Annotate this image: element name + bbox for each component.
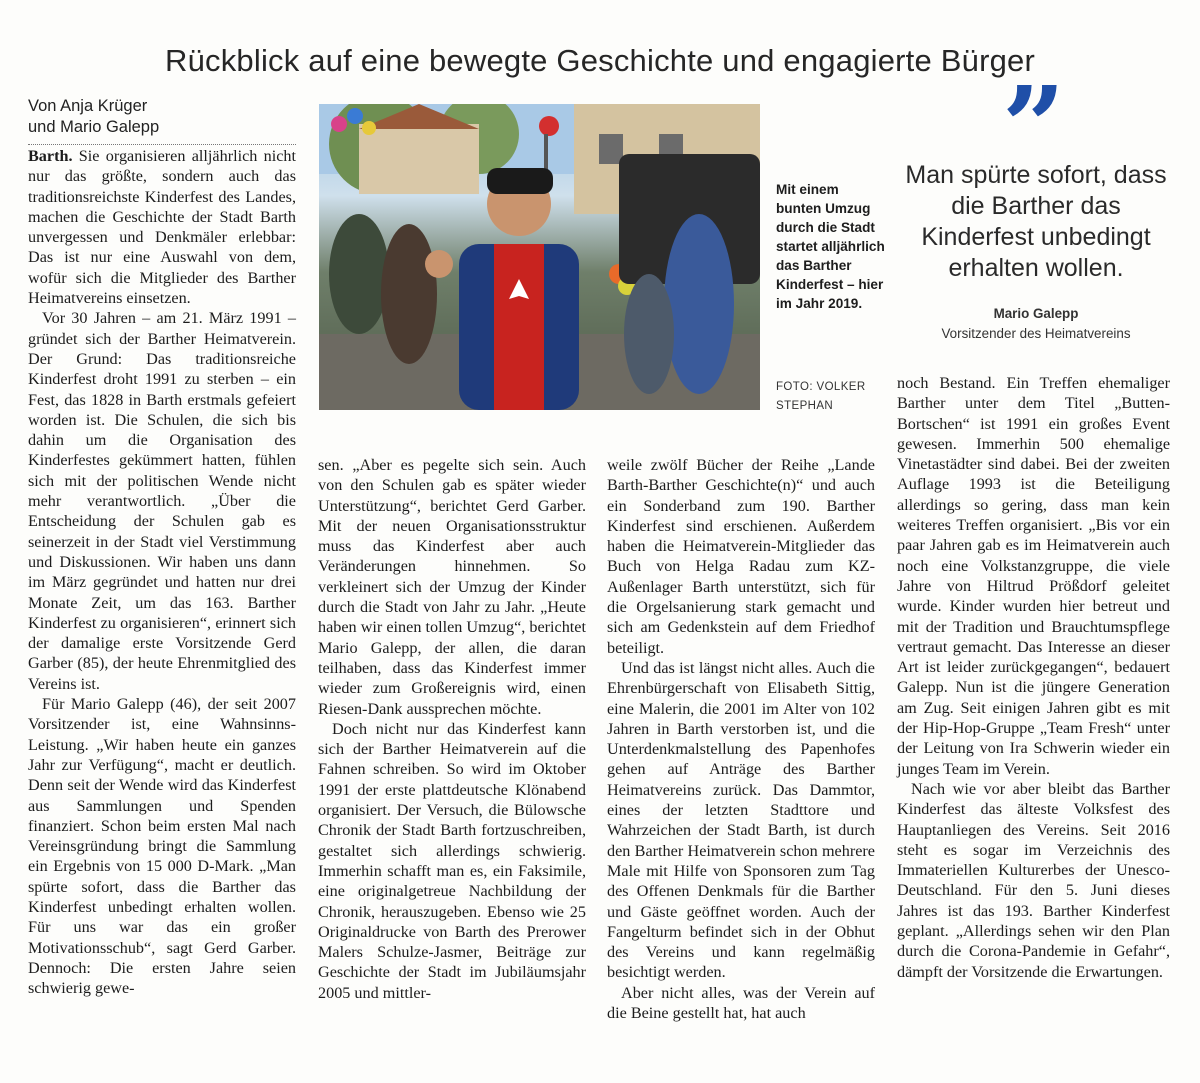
pull-quote: Man spürte sofort, dass die Barther das Kinderfest unbedingt erhalten wollen. (905, 161, 1167, 282)
paragraph: Aber nicht alles, was der Verein auf die Beine gestellt hat, hat auch (607, 983, 875, 1023)
parade-photo (319, 104, 760, 410)
photo-credit: FOTO: VOLKER STEPHAN (776, 381, 866, 412)
paragraph: Und das ist längst nicht alles. Auch die Ehrenbürgerschaft von Elisabeth Sittig, eine Malerin, die 2001 im Alter von 102 Jahren in Barth verstorben ist, und die Unterdenkmalstellung des Papenhofes gehen auf Anträge des Barther Heimatvereins zurück. Das Dammtor, eines der letzten Stadttore und Wahrzeichen der Stadt Barth, ist durch den Barther Heimatverein schon mehrere Male mit Hilfe von Sponsoren zum Tag des Offenen Denkmals für die Barther und Gäste geöffnet worden. Auch der Fangelturm befindet sich in der Obhut des Vereins und kann regelmäßig besichtigt werden. (607, 658, 875, 982)
parade-photo-illustration (319, 104, 760, 410)
byline (28, 96, 296, 145)
quote-attribution (900, 304, 1172, 344)
paragraph: sen. „Aber es pegelte sich sein. Auch von den Schulen gab es später wieder Unterstützung“, berichtet Gerd Garber. Mit der neuen Organisationsstruktur muss das Kinderfest aber auch Veränderungen hinnehmen. So verkleinert sich der Umzug der Kinder durch die Stadt von Jahr zu Jahr. „Heute haben wir einen tollen Umzug“, berichtet Mario Galepp, der allen, die daran teilhaben, dass das Kinderfest immer wieder zum Großereignis wird, einen Riesen-Dank aussprechen möchte. (318, 456, 586, 718)
paragraph: Vor 30 Jahren – am 21. März 1991 – gründet sich der Barther Heimatverein. Der Grund: Das traditionsreiche Kinderfest droht 1991 zu sterben – ein Fest, das 1828 in Barth erstmals gefeiert worden ist. Die Schulen, die sich bis dahin um die Organisation des Kinderfestes gekümmert hatten, fühlen sich mit der politischen Wende nicht mehr verantwortlich. „Über die Entscheidung der Schulen gab es seinerzeit in der Stadt viel Verstimmung und Diskussionen. Wir haben uns dann im März gegründet und hatten nur drei Monate Zeit, um das 163. Barther Kinderfest zu organisieren“, erinnert sich der damalige erste Vorsitzende Gerd Garber (85), der heute Ehrenmitglied des Vereins ist. (28, 309, 296, 693)
quote-mark-icon: ” (1002, 62, 1066, 191)
quote-author-name: Mario Galepp (993, 306, 1079, 321)
byline-author-1: Von Anja Krüger (28, 97, 148, 115)
paragraph-text: Sie organisieren alljährlich nicht nur das größte, sondern auch das traditionsreichste Kinderfest des Landes, machen die Geschichte der Stadt Barth unvergessen und Denkmäler erlebbar: Das ist nur eine Auswahl von dem, wofür sich die Mitglieder des Barther Heimatvereins einsetzen. (28, 147, 296, 308)
article-column-3 (607, 455, 875, 1023)
byline-author-2: und Mario Galepp (28, 118, 160, 136)
quote-author-role: Vorsitzender des Heimatvereins (941, 326, 1131, 341)
photo-caption: Mit einem bunten Umzug durch die Stadt startet alljährlich das Barther Kinderfest – hier im Jahr 2019. (776, 182, 885, 311)
paragraph (28, 146, 296, 308)
paragraph: Nach wie vor aber bleibt das Barther Kinderfest das älteste Volksfest des Hauptanliegen des Vereins. Seit 2016 steht es sogar im Verzeichnis des Immateriellen Kulturerbes der Unesco-Deutschland. Für den 5. Juni dieses Jahres ist das 193. Barther Kinderfest geplant. „Allerdings sehen wir den Plan durch die Corona-Pandemie in Gefahr“, dämpft der Vorsitzende die Erwartungen. (897, 779, 1170, 981)
dateline: Barth. (28, 147, 73, 165)
article-column-1 (28, 146, 296, 998)
paragraph: noch Bestand. Ein Treffen ehemaliger Barther unter dem Titel „Butten-Bortschen“ ist 1991 ein großes Event gewesen. Immerhin 500 ehemalige Vinetastädter sind dabei. Bei der zweiten Auflage 1993 ist die Beteiligung allerdings so gering, dass man kein weiteres Treffen organisiert. „Bis vor ein paar Jahren gab es im Heimatverein auch noch eine Volkstanzgruppe, die viele Jahre von Hiltrud Prößdorf geleitet wurde. Kinder wurden hier betreut und mit der Tradition und Brauchtumspflege vertraut gemacht. Das Interesse an dieser Art ist leider zurückgegangen“, bedauert Galepp. Nun ist die jüngere Generation am Zug. Seit einigen Jahren gibt es mit der Hip-Hop-Gruppe „Team Fresh“ unter der Leitung von Ira Schwerin wieder ein junges Team im Verein. (897, 374, 1170, 778)
paragraph: Für Mario Galepp (46), der seit 2007 Vorsitzender ist, eine Wahnsinns-Leistung. „Wir haben heute ein ganzes Jahr zur Verfügung“, macht er deutlich. Denn seit der Wende wird das Kinderfest aus Sammlungen und Spenden finanziert. Schon beim ersten Mal nach Vereinsgründung bringt die Sammlung ein Ergebnis von 15 000 D-Mark. „Man spürte sofort, dass die Barther das Kinderfest unbedingt erhalten wollen. Für uns war das ein großer Motivationsschub“, sagt Gerd Garber. Dennoch: Die ersten Jahre seien schwierig gewe- (28, 695, 296, 998)
paragraph: Doch nicht nur das Kinderfest kann sich der Barther Heimatverein auf die Fahnen schreiben. So wird im Oktober 1991 der erste plattdeutsche Klönabend organisiert. Der Versuch, die Bülowsche Chronik der Stadt Barth fortzuschreiben, gestaltet sich allerdings schwierig. Immerhin schafft man es, ein Faksimile, eine originalgetreue Nachbildung der Chronik, herauszugeben. Ebenso wie 25 Originaldrucke von Barth des Prerower Malers Schulze-Jasmer, Beiträge zur Geschichte der Stadt im Jubiläumsjahr 2005 und mittler- (318, 719, 586, 1002)
article-column-2 (318, 455, 586, 1003)
paragraph: weile zwölf Bücher der Reihe „Lande Barth-Barther Geschichte(n)“ und auch ein Sonderband zum 190. Barther Kinderfest sind erschienen. Außerdem haben die Heimatverein-Mitglieder das Buch von Helga Radau zum KZ-Außenlager Barth unterstützt, sich für die Orgelsanierung stark gemacht und sich am Gedenkstein auf dem Friedhof beteiligt. (607, 456, 875, 657)
article-column-4 (897, 373, 1170, 982)
article-headline: Rückblick auf eine bewegte Geschichte und engagierte Bürger (165, 42, 1035, 78)
